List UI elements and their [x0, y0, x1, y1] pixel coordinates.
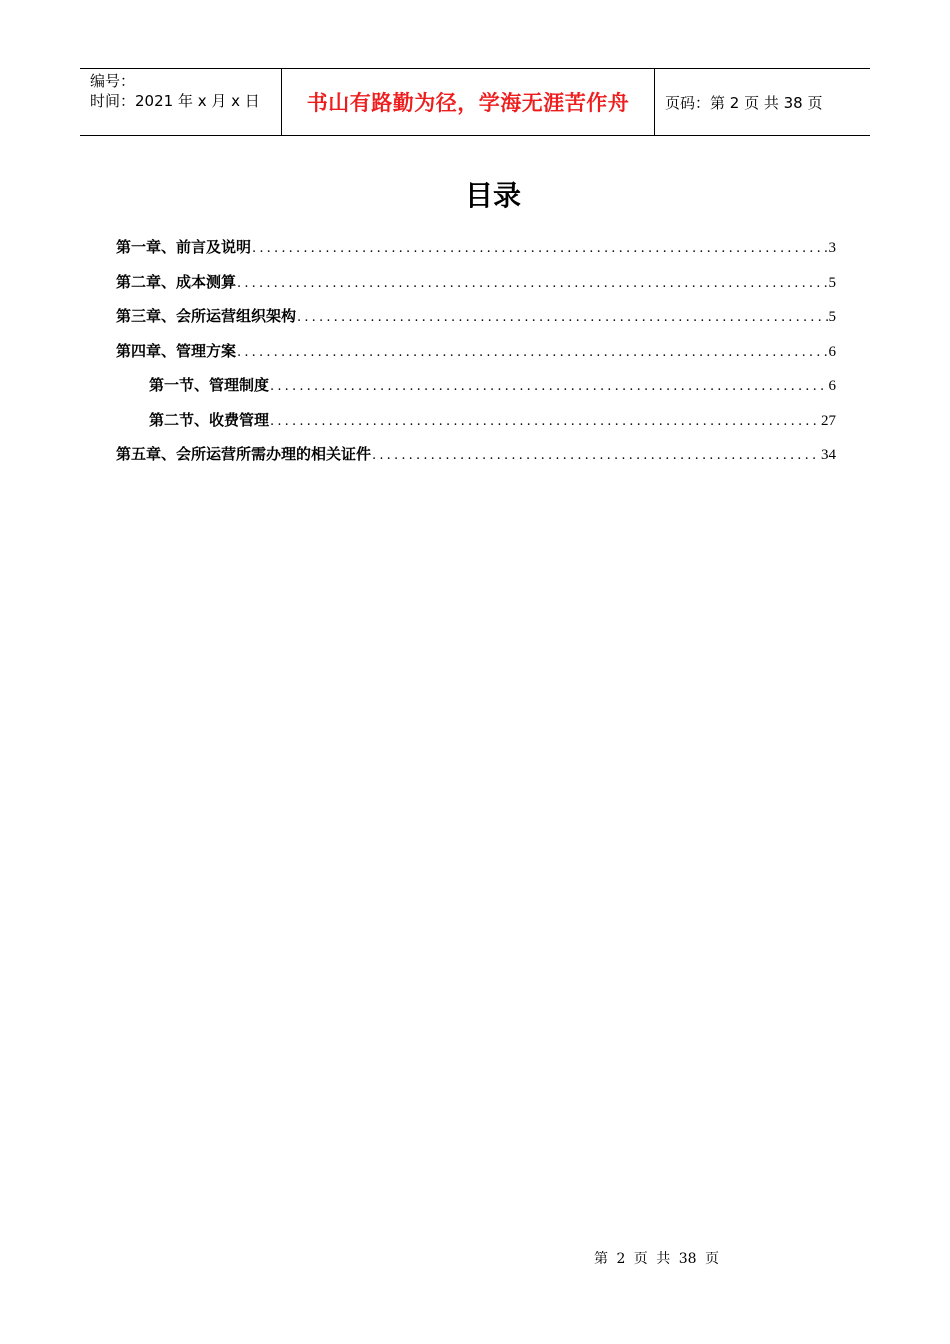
- toc-entry-page: 3: [828, 240, 836, 256]
- toc-leader-dots: [270, 414, 820, 429]
- toc-entry-page: 27: [821, 412, 836, 429]
- document-date-label: 时间：2021 年 x 月 x 日: [90, 92, 260, 110]
- toc-leader-dots: [252, 241, 827, 256]
- toc-entry[interactable]: [116, 305, 836, 340]
- page-footer: 第 2 页 共 38 页: [594, 1251, 719, 1267]
- header-motto-cell: [282, 69, 655, 135]
- toc-entry-page: 34: [821, 447, 836, 463]
- document-number-label: 编号：: [90, 72, 136, 90]
- toc-entry-label: 第四章、管理方案: [116, 341, 237, 360]
- toc-leader-dots: [372, 448, 820, 463]
- toc-entry[interactable]: [116, 340, 836, 375]
- toc-entry-label: 第一节、管理制度: [149, 376, 270, 394]
- toc-entry-page: 5: [828, 309, 836, 325]
- header-page-info: 页码：第 2 页 共 38 页: [665, 93, 823, 112]
- toc-entry-label: 第五章、会所运营所需办理的相关证件: [116, 445, 372, 463]
- header-meta-cell: [80, 69, 282, 135]
- toc-entry[interactable]: [116, 443, 836, 478]
- toc-subentry[interactable]: [116, 409, 836, 444]
- toc-leader-dots: [297, 310, 827, 325]
- toc-entry-label: 第二节、收费管理: [149, 410, 270, 429]
- toc-entry-page: 5: [828, 274, 836, 291]
- header-page-cell: [655, 69, 870, 135]
- table-of-contents: [116, 236, 836, 478]
- toc-entry[interactable]: [116, 271, 836, 306]
- toc-entry-page: 6: [828, 343, 836, 360]
- toc-entry-page: 6: [828, 378, 836, 394]
- toc-leader-dots: [270, 379, 827, 394]
- toc-leader-dots: [237, 345, 827, 360]
- toc-title: 目录: [464, 179, 521, 212]
- toc-entry-label: 第一章、前言及说明: [116, 238, 252, 256]
- toc-subentry[interactable]: [116, 374, 836, 409]
- page-header: [80, 68, 870, 136]
- toc-entry[interactable]: [116, 236, 836, 271]
- toc-entry-label: 第三章、会所运营组织架构: [116, 307, 297, 325]
- toc-leader-dots: [237, 276, 827, 291]
- toc-entry-label: 第二章、成本测算: [116, 272, 237, 291]
- header-motto: 书山有路勤为径，学海无涯苦作舟: [306, 91, 630, 115]
